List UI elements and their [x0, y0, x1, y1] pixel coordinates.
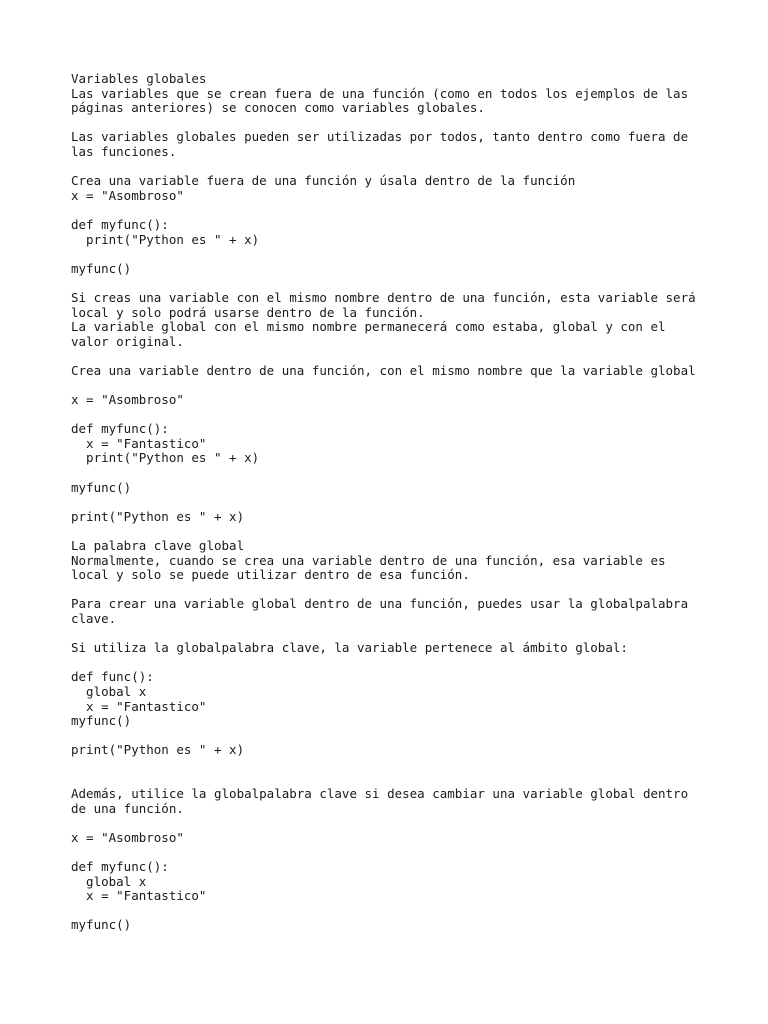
blank-line	[71, 276, 731, 291]
text-line: Crea una variable fuera de una función y úsala dentro de la función	[71, 173, 576, 189]
text-line: myfunc()	[71, 713, 132, 729]
text-line: Variables globales	[71, 71, 207, 86]
blank-line	[71, 247, 731, 262]
text-line: Las variables globales pueden ser utilizadas por todos, tanto dentro como fuera de	[71, 129, 689, 145]
text-line: Crea una variable dentro de una función, con el mismo nombre que la variable global	[71, 362, 696, 378]
text-line: Si creas una variable con el mismo nombre dentro de una función, esta variable será	[71, 289, 696, 305]
blank-line	[71, 904, 731, 919]
text-line: local y solo podrá usarse dentro de la función.	[71, 304, 425, 320]
blank-line	[71, 627, 731, 642]
text-line: print("Python es " + x)	[71, 742, 245, 758]
blank-line	[71, 729, 731, 744]
text-line: valor original.	[71, 333, 184, 349]
blank-line	[71, 758, 731, 773]
blank-line	[71, 203, 731, 218]
text-line: La palabra clave global	[71, 538, 245, 553]
blank-line	[71, 160, 731, 175]
blank-line	[71, 378, 731, 393]
text-line: local y solo se puede utilizar dentro de esa función.	[71, 567, 470, 583]
text-line: x = "Asombroso"	[71, 187, 184, 203]
blank-line	[71, 495, 731, 510]
blank-line	[71, 408, 731, 423]
text-line: def myfunc():	[71, 859, 169, 875]
text-line: x = "Fantastico"	[71, 435, 207, 451]
text-line: Para crear una variable global dentro de una función, puedes usar la globalpalabra	[71, 596, 689, 612]
text-line: las funciones.	[71, 143, 177, 159]
blank-line	[71, 116, 731, 131]
text-line: myfunc()	[71, 479, 132, 495]
text-line: def func():	[71, 669, 154, 685]
blank-line	[71, 656, 731, 671]
text-line: def myfunc():	[71, 216, 169, 232]
blank-line	[71, 524, 731, 539]
text-line: Además, utilice la globalpalabra clave si desea cambiar una variable global dentro	[71, 786, 689, 802]
text-line: global x	[71, 873, 147, 889]
text-line: def myfunc():	[71, 421, 169, 437]
document-page	[71, 72, 731, 933]
text-line: Si utiliza la globalpalabra clave, la variable pertenece al ámbito global:	[71, 640, 628, 656]
blank-line	[71, 583, 731, 598]
blank-line	[71, 466, 731, 481]
text-line: Normalmente, cuando se crea una variable dentro de una función, esa variable es	[71, 552, 666, 568]
text-line: global x	[71, 683, 147, 699]
text-line: x = "Asombroso"	[71, 392, 184, 408]
text-line: myfunc()	[71, 260, 132, 276]
blank-line	[71, 845, 731, 860]
text-line: x = "Fantastico"	[71, 888, 207, 904]
text-line: myfunc()	[71, 917, 132, 933]
text-line: Las variables que se crean fuera de una función (como en todos los ejemplos de las	[71, 85, 689, 101]
text-line: print("Python es " + x)	[71, 231, 260, 247]
text-line: x = "Fantastico"	[71, 698, 207, 714]
text-line: print("Python es " + x)	[71, 450, 260, 466]
text-line: x = "Asombroso"	[71, 829, 184, 845]
blank-line	[71, 349, 731, 364]
text-line: La variable global con el mismo nombre permanecerá como estaba, global y con el	[71, 319, 666, 335]
text-line: páginas anteriores) se conocen como variables globales.	[71, 100, 485, 116]
blank-line	[71, 816, 731, 831]
text-line: print("Python es " + x)	[71, 508, 245, 524]
blank-line	[71, 773, 731, 788]
text-line: clave.	[71, 610, 117, 626]
text-line: de una función.	[71, 800, 184, 816]
